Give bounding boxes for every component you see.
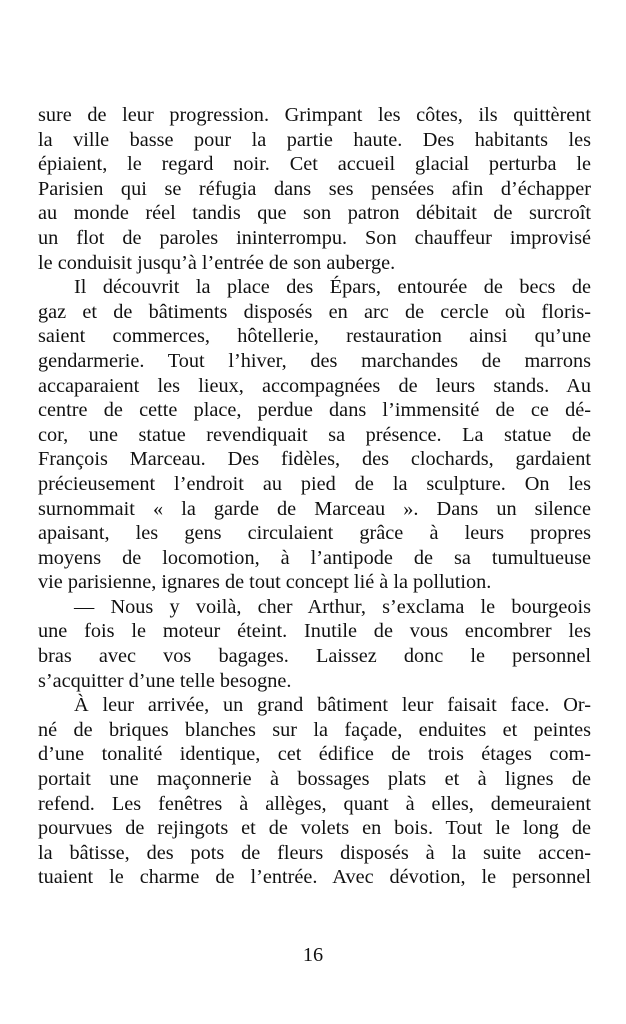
text-line: gaz et de bâtiments disposés en arc de cercle où floris- xyxy=(38,300,591,323)
text-line: bras avec vos bagages. Laissez donc le personnel xyxy=(38,645,591,668)
text-line: surnommait « la garde de Marceau ». Dans un silence xyxy=(38,497,591,520)
text-line: cor, une statue revendiquait sa présence. La statue de xyxy=(38,423,591,446)
paragraph-3 xyxy=(38,595,591,693)
text-line: — Nous y voilà, cher Arthur, s’exclama le bourgeois xyxy=(74,595,591,618)
text-line: vie parisienne, ignares de tout concept lié à la pollution. xyxy=(38,571,492,594)
text-line: centre de cette place, perdue dans l’immensité de ce dé- xyxy=(38,399,591,422)
text-line: À leur arrivée, un grand bâtiment leur faisait face. Or- xyxy=(74,694,591,717)
text-line: refend. Les fenêtres à allèges, quant à elles, demeuraient xyxy=(38,792,591,815)
page-body xyxy=(38,103,591,890)
text-line: un flot de paroles ininterrompu. Son chauffeur improvisé xyxy=(38,226,591,249)
text-line: pourvues de rejingots et de volets en bois. Tout le long de xyxy=(38,817,591,840)
text-line: gendarmerie. Tout l’hiver, des marchandes de marrons xyxy=(38,349,591,372)
text-line: accaparaient les lieux, accompagnées de leurs stands. Au xyxy=(38,374,591,397)
paragraph-2 xyxy=(38,275,591,595)
text-line: Parisien qui se réfugia dans ses pensées afin d’échapper xyxy=(38,177,591,200)
text-line: d’une tonalité identique, cet édifice de trois étages com- xyxy=(38,743,591,766)
text-line: épiaient, le regard noir. Cet accueil glacial perturba le xyxy=(38,153,591,176)
text-line: s’acquitter d’une telle besogne. xyxy=(38,669,292,692)
page-number: 16 xyxy=(302,944,324,966)
text-line: saient commerces, hôtellerie, restauration ainsi qu’une xyxy=(38,325,591,348)
text-line: sure de leur progression. Grimpant les côtes, ils quittèrent xyxy=(38,104,591,126)
text-line: apaisant, les gens circulaient grâce à leurs propres xyxy=(38,522,591,545)
text-line: la ville basse pour la partie haute. Des habitants les xyxy=(38,128,591,151)
text-line: précieusement l’endroit au pied de la sculpture. On les xyxy=(38,472,591,495)
paragraph-4 xyxy=(38,693,591,890)
text-line: une fois le moteur éteint. Inutile de vous encombrer les xyxy=(38,620,591,643)
text-line: le conduisit jusqu’à l’entrée de son auberge. xyxy=(38,251,396,274)
text-line: Il découvrit la place des Épars, entourée de becs de xyxy=(74,276,591,299)
text-line: tuaient le charme de l’entrée. Avec dévotion, le personnel xyxy=(38,866,591,889)
text-line: la bâtisse, des pots de fleurs disposés à la suite accen- xyxy=(38,841,591,864)
text-line: né de briques blanches sur la façade, enduites et peintes xyxy=(38,718,591,741)
paragraph-1 xyxy=(38,103,591,275)
text-line: François Marceau. Des fidèles, des clochards, gardaient xyxy=(38,448,591,471)
text-line: portait une maçonnerie à bossages plats et à lignes de xyxy=(38,768,591,791)
text-line: au monde réel tandis que son patron débitait de surcroît xyxy=(38,202,591,225)
text-line: moyens de locomotion, à l’antipode de sa tumultueuse xyxy=(38,546,591,569)
